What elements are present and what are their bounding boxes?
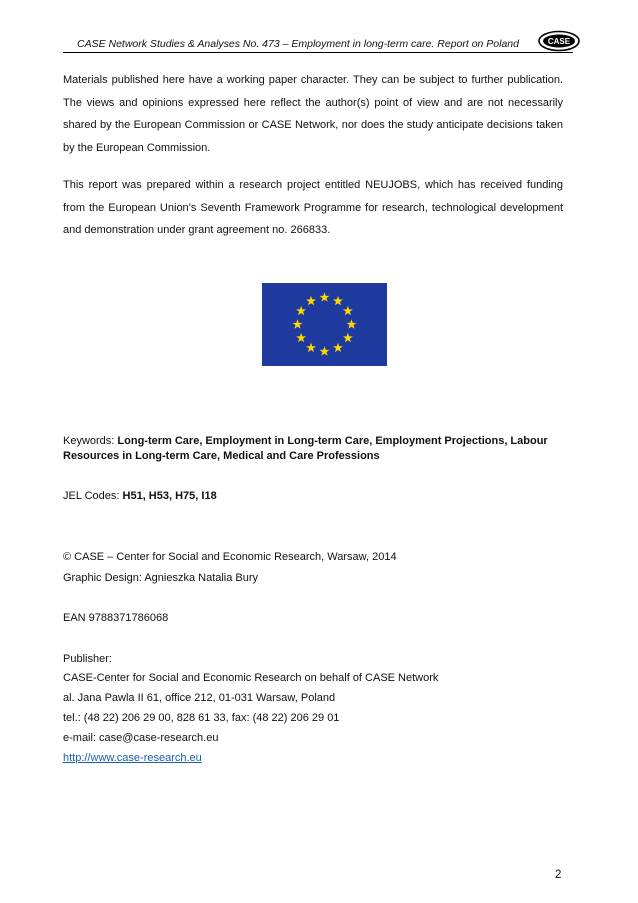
publisher-label: Publisher: <box>63 653 112 665</box>
graphic-design: Graphic Design: Agnieszka Natalia Bury <box>63 572 259 584</box>
running-header <box>63 30 578 54</box>
copyright: © CASE – Center for Social and Economic Research, Warsaw, 2014 <box>63 551 397 563</box>
running-title: CASE Network Studies & Analyses No. 473 – Employment in long-term care. Report on Poland <box>77 38 519 50</box>
publisher-phone: tel.: (48 22) 206 29 00, 828 61 33, fax: (48 22) 206 29 01 <box>63 712 340 724</box>
funding-paragraph: This report was prepared within a research project entitled NEUJOBS, which has received funding from the European Union’s Seventh Framework Programme for research, technological development and demonstration under grant agreement no. 266833. <box>63 179 563 236</box>
ean: EAN 9788371786068 <box>63 612 169 624</box>
jel-label: JEL Codes: <box>63 490 123 502</box>
keywords-value: Long-term Care, Employment in Long-term Care, Employment Projections, Labour Resources in Long-term Care, Medical and Care Professions <box>63 435 548 462</box>
jel-value: H51, H53, H75, I18 <box>122 490 217 502</box>
jel-codes <box>63 488 217 504</box>
publisher-website-link[interactable]: http://www.case-research.eu <box>63 752 202 764</box>
case-logo <box>537 30 581 52</box>
header-rule <box>63 52 573 53</box>
publisher-address: al. Jana Pawla II 61, office 212, 01-031 Warsaw, Poland <box>63 692 336 704</box>
svg-text:CASE: CASE <box>547 37 571 46</box>
page-number: 2 <box>555 869 562 881</box>
publisher-email: e-mail: case@case-research.eu <box>63 732 219 744</box>
publisher-name: CASE-Center for Social and Economic Research on behalf of CASE Network <box>63 672 439 684</box>
keywords <box>63 434 563 464</box>
eu-flag <box>262 283 387 366</box>
disclaimer-paragraph: Materials published here have a working paper character. They can be subject to further publication. The views and opinions expressed here reflect the author(s) point of view and are not necessarily shared by the European Commission or CASE Network, nor does the study anticipate decisions taken by the European Commission. <box>63 74 563 154</box>
keywords-label: Keywords: <box>63 435 118 447</box>
